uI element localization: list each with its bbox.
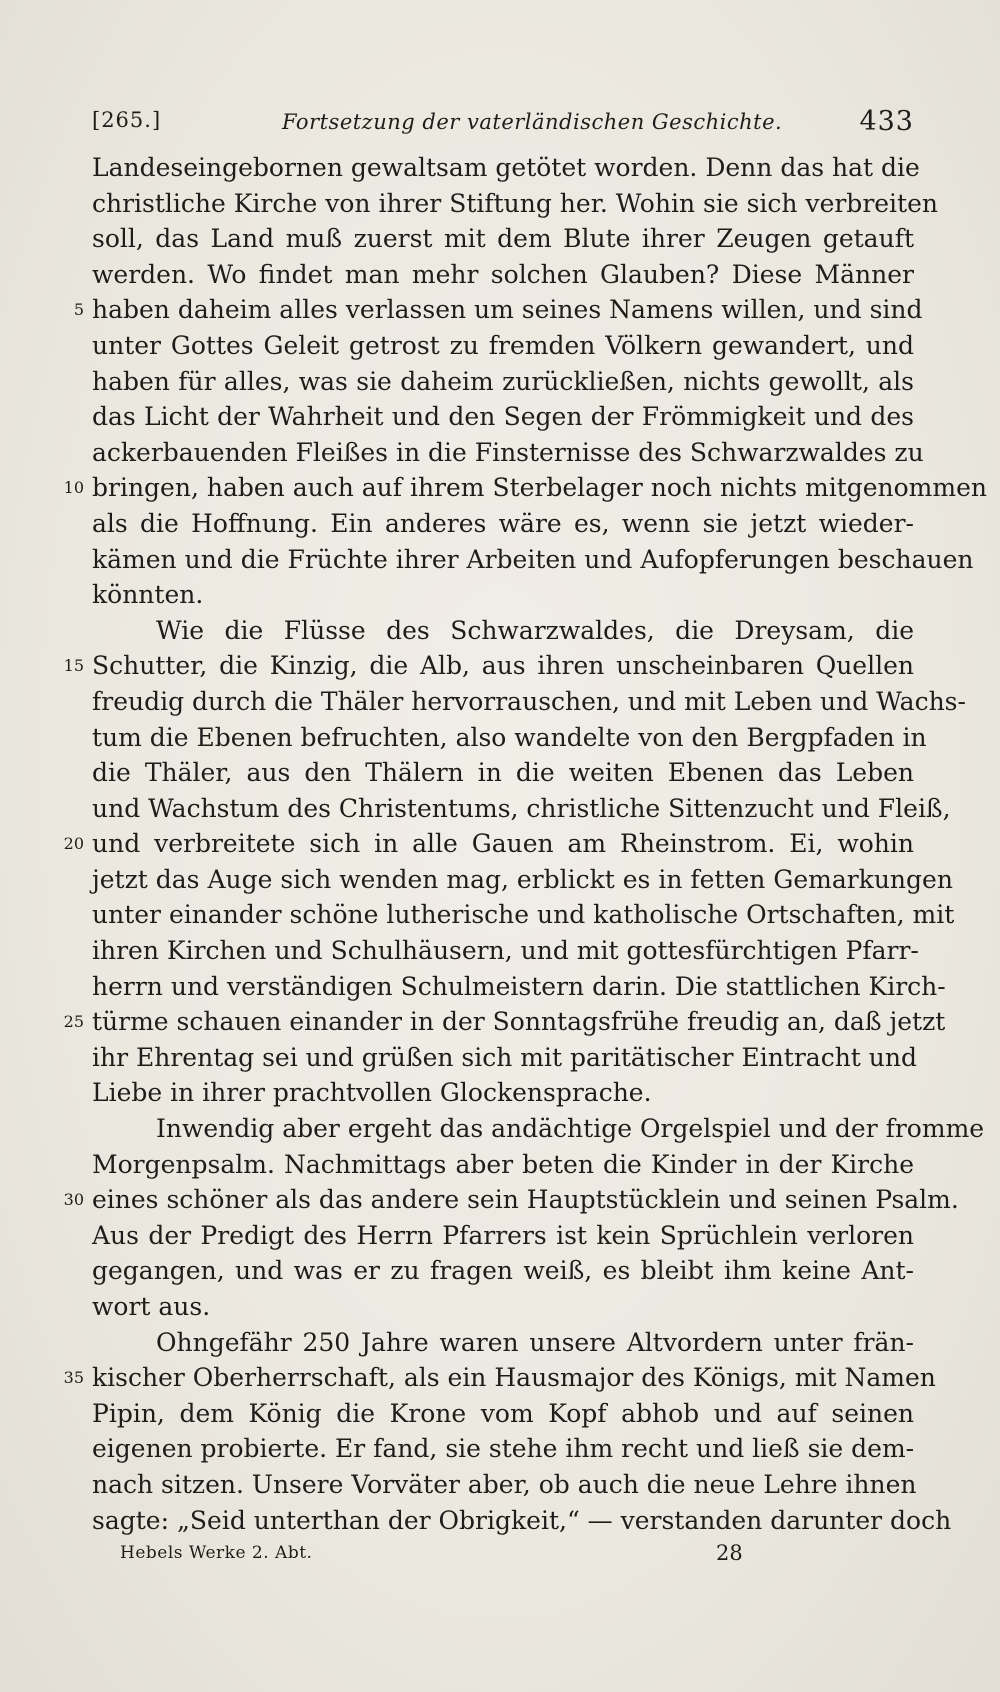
line-number: 15 [63, 656, 84, 676]
line-number: 35 [63, 1368, 84, 1388]
line-text: Aus der Predigt des Herrn Pfarrers ist kein Sprüchlein verloren [92, 1220, 914, 1250]
line-text: kämen und die Früchte ihrer Arbeiten und Aufopferungen beschauen [92, 544, 974, 574]
text-line [73, 292, 923, 328]
text-line [92, 1253, 914, 1289]
signature-mark: 28 [716, 1541, 743, 1565]
line-text: unter Gottes Geleit getrost zu fremden Völkern gewandert, und [92, 330, 914, 360]
text-line [92, 1467, 917, 1503]
line-text: Morgenpsalm. Nachmittags aber beten die Kinder in der Kirche [92, 1149, 914, 1179]
line-text: das Licht der Wahrheit und den Segen der Frömmigkeit und des [92, 402, 914, 432]
line-number: 5 [73, 300, 84, 320]
line-text: und Wachstum des Christentums, christliche Sittenzucht und Fleiß, [92, 793, 951, 823]
line-number: 20 [63, 834, 84, 854]
text-line [63, 1004, 946, 1040]
page-number: 433 [859, 106, 914, 137]
text-line [92, 720, 927, 756]
line-text: die Thäler, aus den Thälern in die weiten Ebenen das Leben [92, 758, 914, 788]
line-text: soll, das Land muß zuerst mit dem Blute ihrer Zeugen getauft [92, 224, 914, 254]
text-line [92, 186, 938, 222]
line-text: christliche Kirche von ihrer Stiftung her. Wohin sie sich verbreiten [92, 188, 938, 218]
line-text: wort aus. [92, 1292, 211, 1321]
text-line [63, 648, 914, 684]
text-line [92, 684, 966, 720]
text-line [92, 364, 914, 400]
line-text: ihr Ehrentag sei und grüßen sich mit paritätischer Eintracht und [92, 1042, 917, 1072]
line-text: kischer Oberherrschaft, als ein Hausmajor des Königs, mit Namen [92, 1363, 936, 1393]
line-text: bringen, haben auch auf ihrem Sterbelager noch nichts mitgenommen [92, 473, 987, 503]
line-text: sagte: „Seid unterthan der Obrigkeit,“ — verstanden darunter doch [92, 1505, 952, 1535]
text-line [92, 1431, 914, 1467]
text-line [92, 328, 914, 364]
text-line [92, 1289, 914, 1325]
line-text: eigenen probierte. Er fand, sie stehe ihm recht und ließ sie dem- [92, 1434, 915, 1464]
line-text: gegangen, und was er zu fragen weiß, es bleibt ihm keine Ant- [92, 1256, 914, 1286]
line-text: eines schöner als das andere sein Hauptstücklein und seinen Psalm. [92, 1185, 959, 1215]
text-line [92, 542, 974, 578]
text-line [92, 969, 946, 1005]
line-text: Landeseingebornen gewaltsam getötet worden. Denn das hat die [92, 153, 920, 182]
text-line [92, 933, 919, 969]
line-number: 25 [63, 1012, 84, 1032]
line-text: haben daheim alles verlassen um seines Namens willen, und sind [92, 295, 923, 325]
running-title: Fortsetzung der vaterländischen Geschichte. [282, 110, 783, 134]
line-text: Inwendig aber ergeht das andächtige Orgelspiel und der fromme [156, 1114, 985, 1144]
text-line [92, 1147, 914, 1183]
text-line [92, 257, 914, 293]
text-line [92, 150, 920, 186]
text-line [92, 897, 955, 933]
body-text [63, 150, 987, 1538]
page-reference: [265.] [92, 108, 162, 132]
footer-work-title: Hebels Werke 2. Abt. [120, 1543, 313, 1563]
line-text: und verbreitete sich in alle Gauen am Rheinstrom. Ei, wohin [92, 829, 914, 859]
line-text: werden. Wo findet man mehr solchen Glauben? Diese Männer [92, 259, 914, 289]
line-text: tum die Ebenen befruchten, also wandelte von den Bergpfaden in [92, 722, 927, 752]
text-line [92, 1396, 914, 1432]
text-line [92, 1218, 914, 1254]
text-line [92, 755, 914, 791]
line-number: 10 [63, 478, 84, 498]
text-line [92, 221, 914, 257]
text-line [92, 1325, 914, 1361]
line-text: könnten. [92, 580, 204, 610]
text-line [92, 1075, 914, 1111]
text-line [92, 506, 914, 542]
line-text: Wie die Flüsse des Schwarzwaldes, die Dreysam, die [156, 615, 914, 645]
line-text: nach sitzen. Unsere Vorväter aber, ob auch die neue Lehre ihnen [92, 1469, 917, 1499]
page-footer [120, 1535, 820, 1575]
line-text: jetzt das Auge sich wenden mag, erblickt es in fetten Gemarkungen [92, 864, 953, 894]
line-text: Liebe in ihrer prachtvollen Glockensprache. [92, 1078, 652, 1108]
line-text: Pipin, dem König die Krone vom Kopf abhob und auf seinen [92, 1398, 914, 1428]
text-line [92, 1503, 952, 1539]
line-text: ihren Kirchen und Schulhäusern, und mit gottesfürchtigen Pfarr- [92, 936, 919, 966]
text-line [92, 613, 914, 649]
line-text: Ohngefähr 250 Jahre waren unsere Altvordern unter frän- [156, 1327, 914, 1357]
line-text: herrn und verständigen Schulmeistern darin. Die stattlichen Kirch- [92, 971, 946, 1001]
text-line [92, 862, 953, 898]
text-line [92, 577, 914, 613]
text-line [92, 399, 914, 435]
line-text: haben für alles, was sie daheim zurückließen, nichts gewollt, als [92, 366, 914, 396]
text-line [92, 435, 924, 471]
text-line [63, 826, 914, 862]
text-line [92, 1040, 917, 1076]
text-line [92, 791, 951, 827]
line-text: Schutter, die Kinzig, die Alb, aus ihren unscheinbaren Quellen [92, 651, 914, 681]
line-text: unter einander schöne lutherische und katholische Ortschaften, mit [92, 900, 955, 930]
running-header [92, 100, 914, 140]
line-number: 30 [63, 1190, 84, 1210]
text-line [63, 470, 987, 506]
text-line [92, 1111, 985, 1147]
line-text: türme schauen einander in der Sonntagsfrühe freudig an, daß jetzt [92, 1007, 946, 1037]
text-line [63, 1182, 959, 1218]
line-text: als die Hoffnung. Ein anderes wäre es, wenn sie jetzt wieder- [92, 508, 914, 538]
text-line [63, 1360, 936, 1396]
line-text: ackerbauenden Fleißes in die Finsternisse des Schwarzwaldes zu [92, 437, 924, 467]
line-text: freudig durch die Thäler hervorrauschen, und mit Leben und Wachs- [92, 686, 966, 716]
